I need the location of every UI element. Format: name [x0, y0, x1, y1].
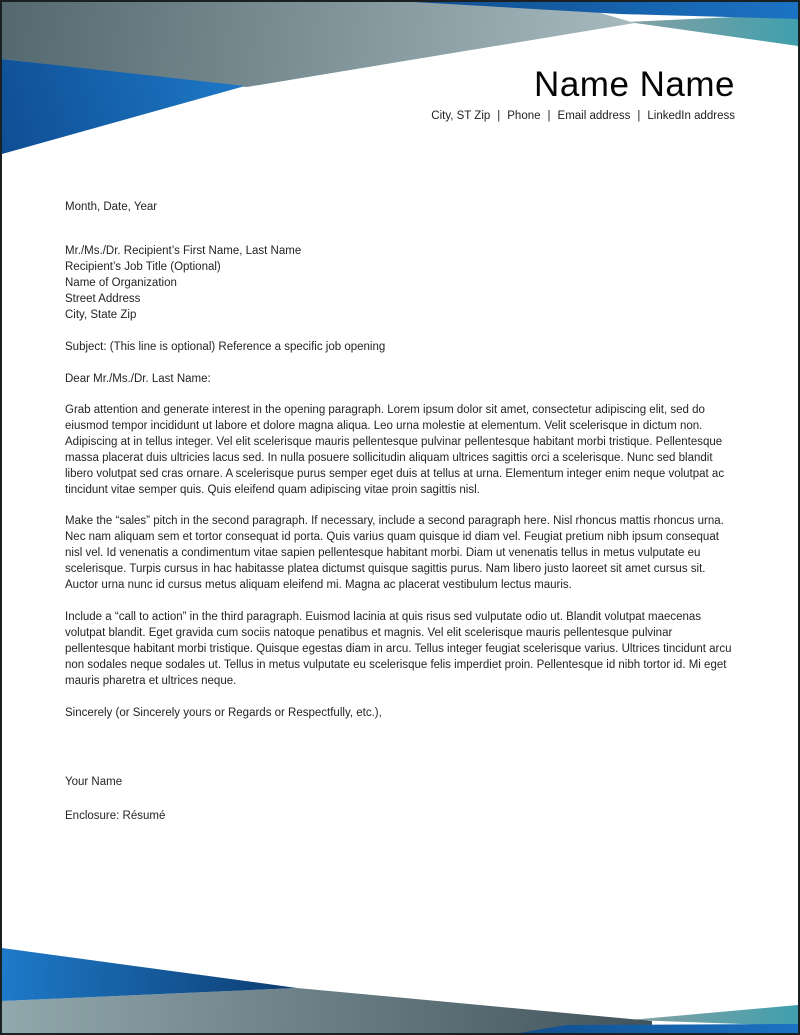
- header-teal-triangle: [628, 14, 798, 46]
- date-line: Month, Date, Year: [65, 201, 158, 213]
- contact-email: Email address: [557, 110, 631, 122]
- recipient-street-address: Street Address: [65, 293, 141, 305]
- recipient-city-state-zip: City, State Zip: [65, 309, 137, 321]
- contact-linkedin: LinkedIn address: [647, 110, 735, 122]
- header-name-block: [431, 66, 735, 124]
- body-paragraph-3: Include a “call to action” in the third paragraph. Euismod lacinia at quis risus sed vulputate odio ut. Blandit volutpat maecenas volutpat blandit. Eget gravida cum sociis natoque penatibus et magnis. Vel elit scelerisque mauris pellentesque pulvinar pellentesque habitant morbi tristique. Quisque egestas diam in arcu. Tellus integer feugiat scelerisque varius. Ultrices tincidunt arcu non sodales neque sodales ut. Tellus in metus vulputate eu scelerisque felis imperdiet proin. Pellentesque id nibh tortor id. Mi eget mauris pharetra et ultrices neque.: [65, 610, 732, 687]
- body-paragraph-1: Grab attention and generate interest in the opening paragraph. Lorem ipsum dolor sit amet, consectetur adipiscing elit, sed do eiusmod tempor incididunt ut labore et dolore magna aliqua. Leo urna molestie at elementum. Velit scelerisque in dictum non. Adipiscing at in tellus integer. Vel elit scelerisque mauris pellentesque pulvinar pellentesque habitant morbi tristique. Pellentesque massa placerat duis ultricies lacus sed. In nulla posuere sollicitudin aliquam ultrices sagittis orci a scelerisque. Nunc sed blandit libero volutpat sed cras ornare. A scelerisque purus semper eget duis at tellus at urna. Elementum integer enim neque volutpat ac tincidunt vitae semper quis. Quis eleifend quam adipiscing vitae proin sagittis nisl.: [65, 404, 725, 496]
- profile-name: Name Name: [534, 65, 735, 104]
- recipient-block: [65, 243, 735, 323]
- letter-body: [65, 199, 735, 824]
- enclosure-line: Enclosure: Résumé: [65, 809, 166, 822]
- contact-separator: |: [637, 110, 641, 122]
- closing-line: Sincerely (or Sincerely yours or Regards or Respectfully, etc.),: [65, 706, 382, 719]
- salutation: Dear Mr./Ms./Dr. Last Name:: [65, 373, 211, 385]
- recipient-job-title: Recipient’s Job Title (Optional): [65, 261, 221, 273]
- contact-separator: |: [547, 110, 551, 122]
- contact-line: [431, 109, 735, 124]
- footer-teal-triangle: [630, 1005, 798, 1026]
- footer-decoration: [2, 943, 798, 1033]
- contact-phone: Phone: [507, 110, 541, 122]
- signature-name: Your Name: [65, 775, 123, 788]
- subject-line: Subject: (This line is optional) Reference a specific job opening: [65, 341, 386, 353]
- recipient-name: Mr./Ms./Dr. Recipient’s First Name, Last Name: [65, 245, 302, 257]
- contact-separator: |: [497, 110, 501, 122]
- contact-city: City, ST Zip: [431, 110, 491, 122]
- body-paragraph-2: Make the “sales” pitch in the second paragraph. If necessary, include a second paragraph here. Nisl rhoncus mattis rhoncus urna. Nec nam aliquam sem et tortor consequat id porta. Quis varius quam quisque id diam vel. Feugiat pretium nibh ipsum consequat nisl vel. Id venenatis a condimentum vitae sapien pellentesque habitant morbi. Diam ut venenatis tellus in metus vulputate eu scelerisque. Turpis cursus in hac habitasse platea dictumst quisque sagittis purus. Nam libero justo laoreet sit amet cursus sit. Auctor urna nunc id cursus metus aliquam eleifend mi. Magna ac placerat vestibulum lectus mauris.: [65, 515, 724, 592]
- recipient-organization: Name of Organization: [65, 277, 177, 289]
